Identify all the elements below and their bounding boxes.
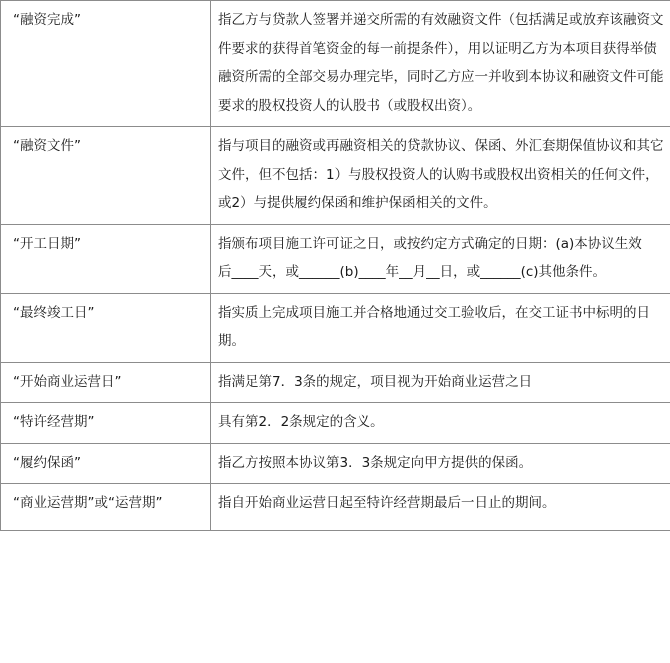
definition-cell: 指乙方与贷款人签署并递交所需的有效融资文件（包括满足或放弃该融资文件要求的获得首笔资金的每一前提条件），用以证明乙方为本项目获得举债融资所需的全部交易办理完毕，同时乙方应一并收到本协议和融资文件可能要求的股权投资人的认股书（或股权出资）。 (211, 1, 670, 127)
definition-cell: 指与项目的融资或再融资相关的贷款协议、保函、外汇套期保值协议和其它文件，但不包括：1）与股权投资人的认购书或股权出资相关的任何文件，或2）与提供履约保函和维护保函相关的文件。 (211, 127, 670, 225)
table-row (1, 293, 670, 362)
definition-line: 指颁布项目施工许可证之日，或按约定方式确定的日期：(a)本协议生效 (218, 235, 642, 252)
definition-cell: 指满足第7．3条的规定，项目视为开始商业运营之日 (211, 362, 670, 403)
term-cell: “融资完成” (1, 1, 211, 127)
term-cell: “最终竣工日” (1, 293, 211, 362)
term-cell: “融资文件” (1, 127, 211, 225)
term-cell: “开工日期” (1, 224, 211, 293)
definition-cell: 具有第2．2条规定的含义。 (211, 403, 670, 444)
definition-cell (211, 224, 670, 293)
table-row (1, 362, 670, 403)
definition-cell: 指乙方按照本协议第3．3条规定向甲方提供的保函。 (211, 443, 670, 484)
table-row (1, 403, 670, 444)
table-row (1, 127, 670, 225)
table-row (1, 443, 670, 484)
definition-line: 后____天，或______(b)____年__月__日，或______(c)其他条件。 (218, 264, 607, 280)
term-cell: “开始商业运营日” (1, 362, 211, 403)
definition-cell: 指自开始商业运营日起至特许经营期最后一日止的期间。 (211, 484, 670, 531)
term-cell: “商业运营期”或“运营期” (1, 484, 211, 531)
definition-cell: 指实质上完成项目施工并合格地通过交工验收后，在交工证书中标明的日期。 (211, 293, 670, 362)
table-row (1, 1, 670, 127)
table-row (1, 484, 670, 531)
term-cell: “履约保函” (1, 443, 211, 484)
term-cell: “特许经营期” (1, 403, 211, 444)
table-row (1, 224, 670, 293)
